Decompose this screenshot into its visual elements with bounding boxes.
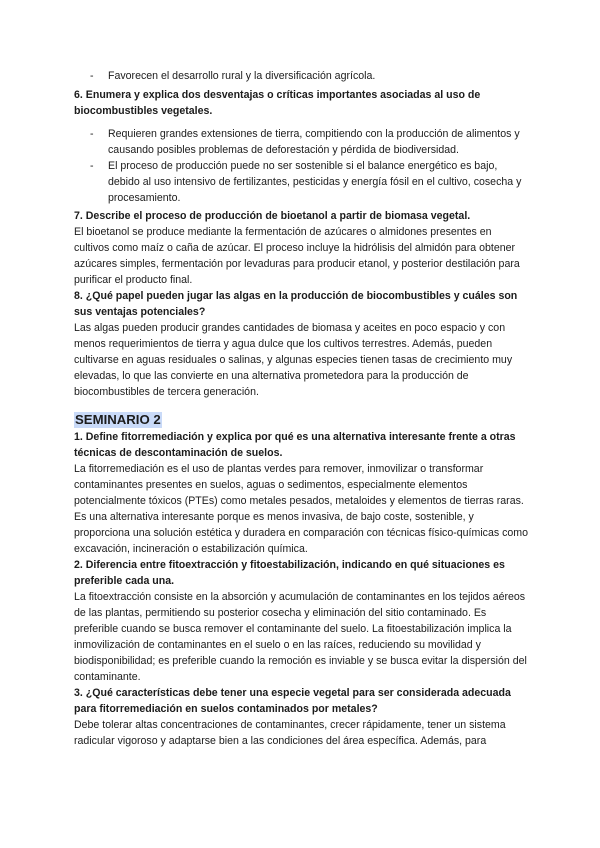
question-7: 7. Describe el proceso de producción de bioetanol a partir de biomasa vegetal. bbox=[74, 210, 471, 222]
answer-8: Las algas pueden producir grandes cantidades de biomasa y aceites en poco espacio y con menos requerimientos de tierra y agua dulce que los cultivos terrestres. Además, pueden cultivarse en aguas residuales o salinas, y algunas especies tienen tasas de crecimiento muy elevadas, lo que las convierte en una alternativa prometedora para la producción de biocombustibles de tercera generación. bbox=[74, 322, 513, 398]
seminar-answer-1: La fitorremediación es el uso de plantas verdes para remover, inmovilizar o transformar contaminantes presentes en suelos, aguas o sedimentos, especialmente elementos potencialmente tóxicos (PTEs) como metales pesados, metaloides y elementos de tierras raras. Es una alternativa interesante porque es menos invasiva, de bajo coste, sostenible, y proporciona una solución estética y duradera en comparación con técnicas físico-químicas como excavación, incineración o estabilización química. bbox=[74, 463, 529, 555]
seminar-question-2: 2. Diferencia entre fitoextracción y fitoestabilización, indicando en qué situaciones es preferible cada una. bbox=[74, 559, 505, 587]
seminar-heading: SEMINARIO 2 bbox=[75, 412, 161, 427]
question-6: 6. Enumera y explica dos desventajas o críticas importantes asociadas al uso de biocombustibles vegetales. bbox=[74, 89, 481, 117]
top-bullet-list bbox=[74, 68, 528, 84]
question-6-bullet-list bbox=[74, 126, 528, 206]
seminar-question-3: 3. ¿Qué características debe tener una especie vegetal para ser considerada adecuada para fitorremediación en suelos contaminados por metales? bbox=[74, 687, 511, 715]
answer-7: El bioetanol se produce mediante la fermentación de azúcares o almidones presentes en cultivos como maíz o caña de azúcar. El proceso incluye la hidrólisis del almidón para obtener azúcares simples, fermentación por levaduras para producir etanol, y posterior destilación para purificar el producto final. bbox=[74, 226, 520, 286]
list-item: - Requieren grandes extensiones de tierra, compitiendo con la producción de alimentos y causando posibles problemas de deforestación y pérdida de biodiversidad. bbox=[74, 126, 528, 158]
question-8: 8. ¿Qué papel pueden jugar las algas en la producción de biocombustibles y cuáles son sus ventajas potenciales? bbox=[74, 290, 518, 318]
seminar-answer-2: La fitoextracción consiste en la absorción y acumulación de contaminantes en los tejidos aéreos de las plantas, permitiendo su posterior cosecha y eliminación del sitio contaminado. Es preferible cuando se busca remover el contaminante del suelo. La fitoestabilización implica la inmovilización de contaminantes en el suelo o en las raíces, reduciendo su movilidad y biodisponibilidad; es preferible cuando la remoción es inviable y se busca evitar la dispersión del contaminante. bbox=[74, 591, 527, 683]
list-item: - El proceso de producción puede no ser sostenible si el balance energético es bajo, debido al uso intensivo de fertilizantes, pesticidas y energía fósil en el cultivo, cosecha y procesamiento. bbox=[74, 158, 528, 206]
seminar-question-1: 1. Define fitorremediación y explica por qué es una alternativa interesante frente a otras técnicas de descontaminación de suelos. bbox=[74, 431, 516, 459]
seminar-heading-wrap bbox=[74, 400, 528, 429]
seminar-answer-3: Debe tolerar altas concentraciones de contaminantes, crecer rápidamente, tener un sistema radicular vigoroso y adaptarse bien a las condiciones del área específica. Además, para bbox=[74, 719, 506, 747]
list-item: - Favorecen el desarrollo rural y la diversificación agrícola. bbox=[74, 68, 528, 84]
